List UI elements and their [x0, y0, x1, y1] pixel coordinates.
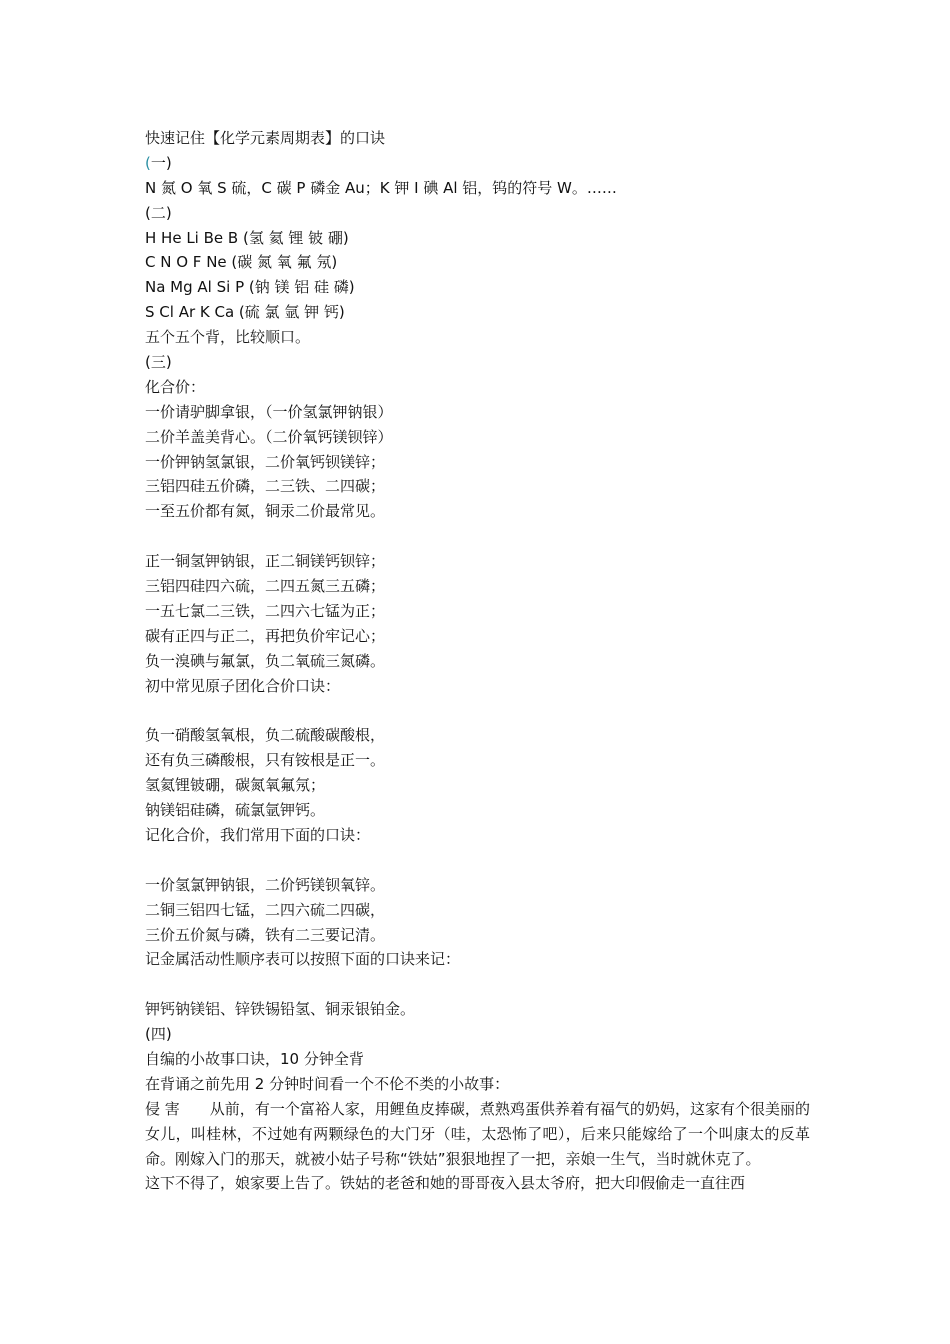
- story-text: 从前，有一个富裕人家，用鲤鱼皮捧碳，煮熟鸡蛋供养着有福气的奶妈，这家有个很美丽的女儿，叫桂林，不过她有两颗绿色的大门牙（哇，太恐怖了吧），后来只能嫁给了一个叫康太的反革命。刚嫁入门的那天，就被小姑子号称“铁姑”狠狠地捏了一把，亲娘一生气，当时就休克了。: [145, 1099, 810, 1168]
- radical-line: 负一硝酸氢氧根，负二硫酸碳酸根，: [145, 726, 386, 745]
- section-4-line: 在背诵之前先用 2 分钟时间看一个不伦不类的小故事：: [145, 1074, 510, 1093]
- element-row: C N O F Ne (碳 氮 氧 氟 氖): [145, 253, 338, 272]
- element-row: S Cl Ar K Ca (硫 氯 氩 钾 钙): [145, 303, 345, 322]
- section-4-line: 自编的小故事口诀，10 分钟全背: [145, 1049, 364, 1068]
- element-row: H He Li Be B (氢 氦 锂 铍 硼): [145, 228, 349, 247]
- mnemonic-line: 记金属活动性顺序表可以按照下面的口诀来记：: [145, 950, 461, 969]
- valence-line: 三铝四硅五价磷，二三铁、二四碳；: [145, 477, 386, 496]
- radical-line: 氢氦锂铍硼，碳氮氧氟氖；: [145, 776, 326, 795]
- section-1-heading: [145, 151, 810, 176]
- section-2-heading: (二): [145, 203, 172, 222]
- section-3-label: 化合价：: [145, 377, 206, 396]
- valence-line: 初中常见原子团化合价口诀：: [145, 676, 341, 695]
- section-1-line: N 氮 O 氧 S 硫，C 碳 P 磷金 Au；K 钾 I 碘 Al 铝，钨的符号 W。……: [145, 178, 617, 197]
- section-2-note: 五个五个背，比较顺口。: [145, 328, 311, 347]
- valence-line: 三铝四硅四六硫，二四五氮三五磷；: [145, 577, 386, 596]
- mnemonic-line: 三价五价氮与磷，铁有二三要记清。: [145, 925, 386, 944]
- story-paragraph: [145, 1097, 810, 1172]
- story-tail-line: 这下不得了，娘家要上告了。铁姑的老爸和她的哥哥夜入县太爷府，把大印假偷走一直往西: [145, 1174, 746, 1193]
- valence-line: 一五七氯二三铁，二四六七锰为正；: [145, 601, 386, 620]
- story-label: 侵 害: [145, 1099, 180, 1118]
- valence-line: 负一溴碘与氟氯，负二氧硫三氮磷。: [145, 651, 386, 670]
- valence-line: 一至五价都有氮，铜汞二价最常见。: [145, 502, 386, 521]
- radical-line: 记化合价，我们常用下面的口诀：: [145, 825, 371, 844]
- blank-line: [145, 698, 810, 723]
- activity-series-line: 钾钙钠镁铝、锌铁锡铅氢、铜汞银铂金。: [145, 1000, 416, 1019]
- section-1-paren: (: [145, 153, 151, 172]
- mnemonic-line: 一价氢氯钾钠银，二价钙镁钡氧锌。: [145, 875, 386, 894]
- document-title: 快速记住【化学元素周期表】的口诀: [145, 129, 386, 147]
- valence-line: 一价钾钠氢氯银，二价氧钙钡镁锌；: [145, 452, 386, 471]
- valence-line: 正一铜氢钾钠银，正二铜镁钙钡锌；: [145, 552, 386, 571]
- blank-line: [145, 524, 810, 549]
- section-1-heading-rest: 一): [150, 153, 172, 172]
- mnemonic-line: 二铜三铝四七锰，二四六硫二四碳，: [145, 900, 386, 919]
- document-body: [145, 126, 810, 1196]
- radical-line: 还有负三磷酸根，只有铵根是正一。: [145, 751, 386, 770]
- valence-line: 一价请驴脚拿银，（一价氢氯钾钠银）: [145, 402, 393, 421]
- valence-line: 二价羊盖美背心。（二价氧钙镁钡锌）: [145, 427, 393, 446]
- radical-line: 钠镁铝硅磷，硫氯氩钾钙。: [145, 801, 326, 820]
- element-row: Na Mg Al Si P (钠 镁 铝 硅 磷): [145, 278, 355, 297]
- blank-line: [145, 848, 810, 873]
- section-4-heading: (四): [145, 1025, 172, 1044]
- section-3-heading: (三): [145, 353, 172, 372]
- valence-line: 碳有正四与正二，再把负价牢记心；: [145, 626, 386, 645]
- blank-line: [145, 972, 810, 997]
